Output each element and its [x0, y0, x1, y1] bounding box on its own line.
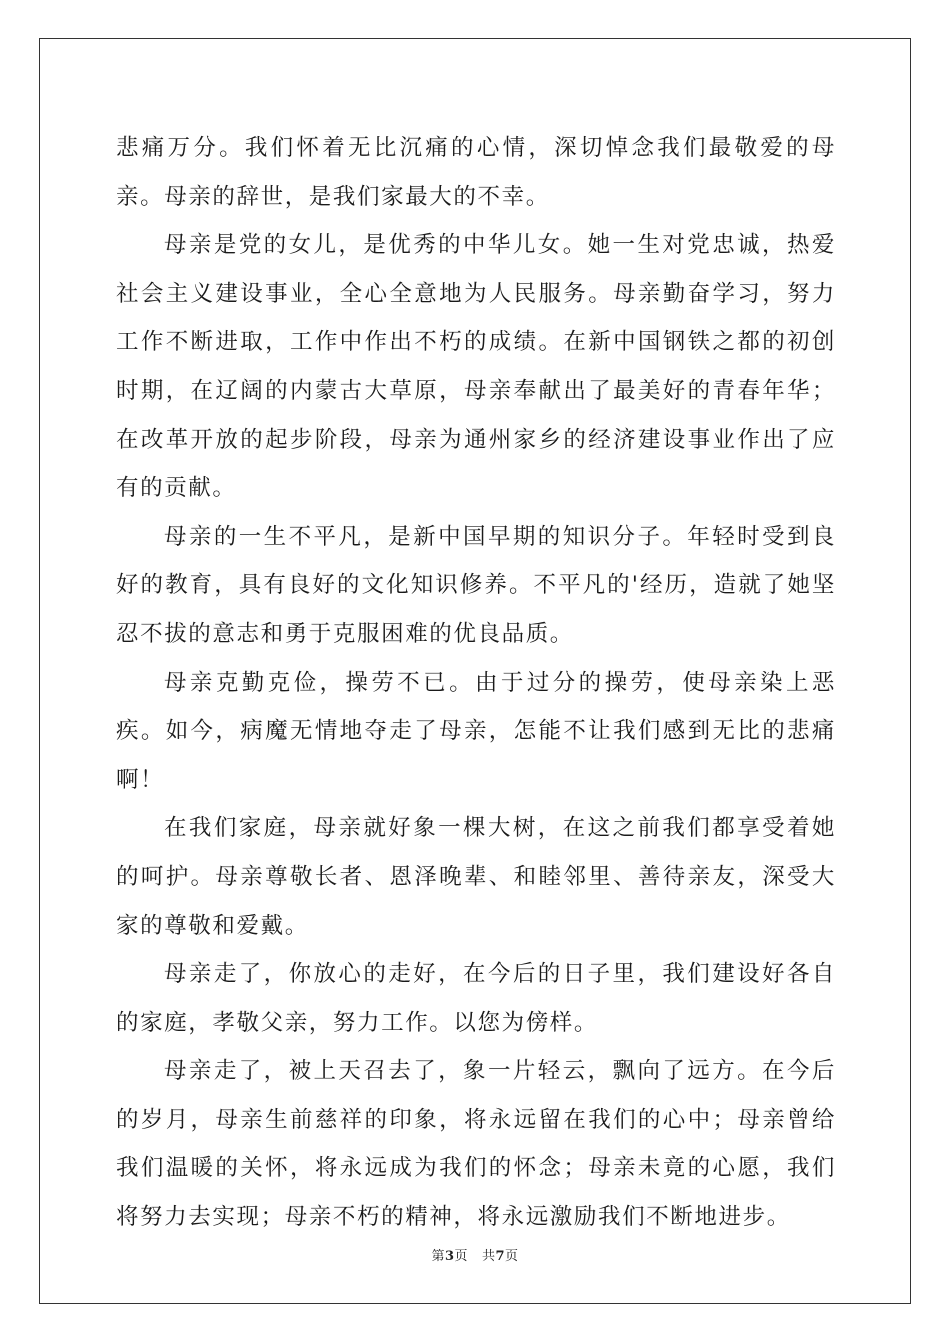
total-pages-suffix: 页 [505, 1249, 519, 1264]
paragraph-1: 悲痛万分。我们怀着无比沉痛的心情，深切悼念我们最敬爱的母亲。母亲的辞世，是我们家最大的不幸。 [116, 135, 836, 210]
paragraph-7: 母亲走了，被上天召去了，象一片轻云，飘向了远方。在今后的岁月，母亲生前慈祥的印象，将永远留在我们的心中；母亲曾给我们温暖的关怀，将永远成为我们的怀念；母亲未竟的心愿，我们将努力去实现；母亲不朽的精神，将永远激励我们不断地进步。 [116, 1058, 836, 1231]
page-number: 3 [444, 1249, 455, 1264]
total-pages-prefix: 共 [481, 1249, 496, 1264]
page-footer [0, 1245, 950, 1264]
page-number-suffix: 页 [454, 1249, 469, 1264]
total-pages: 7 [495, 1249, 506, 1264]
paragraph-4: 母亲克勤克俭，操劳不已。由于过分的操劳，使母亲染上恶疾。如今，病魔无情地夺走了母亲，怎能不让我们感到无比的悲痛啊！ [116, 669, 836, 793]
paragraph-6: 母亲走了，你放心的走好，在今后的日子里，我们建设好各自的家庭，孝敬父亲，努力工作。以您为傍样。 [116, 961, 836, 1036]
paragraph-2: 母亲是党的女儿，是优秀的中华儿女。她一生对党忠诚，热爱社会主义建设事业，全心全意地为人民服务。母亲勤奋学习，努力工作不断进取，工作中作出不朽的成绩。在新中国钢铁之都的初创时期，在辽阔的内蒙古大草原，母亲奉献出了最美好的青春年华；在改革开放的起步阶段，母亲为通州家乡的经济建设事业作出了应有的贡献。 [116, 232, 836, 502]
document-body [116, 124, 836, 1242]
page-number-prefix: 第 [431, 1249, 445, 1264]
paragraph-5: 在我们家庭，母亲就好象一棵大树，在这之前我们都享受着她的呵护。母亲尊敬长者、恩泽晚辈、和睦邻里、善待亲友，深受大家的尊敬和爱戴。 [116, 815, 836, 939]
paragraph-3: 母亲的一生不平凡，是新中国早期的知识分子。年轻时受到良好的教育，具有良好的文化知识修养。不平凡的'经历，造就了她坚忍不拔的意志和勇于克服困难的优良品质。 [116, 523, 836, 647]
